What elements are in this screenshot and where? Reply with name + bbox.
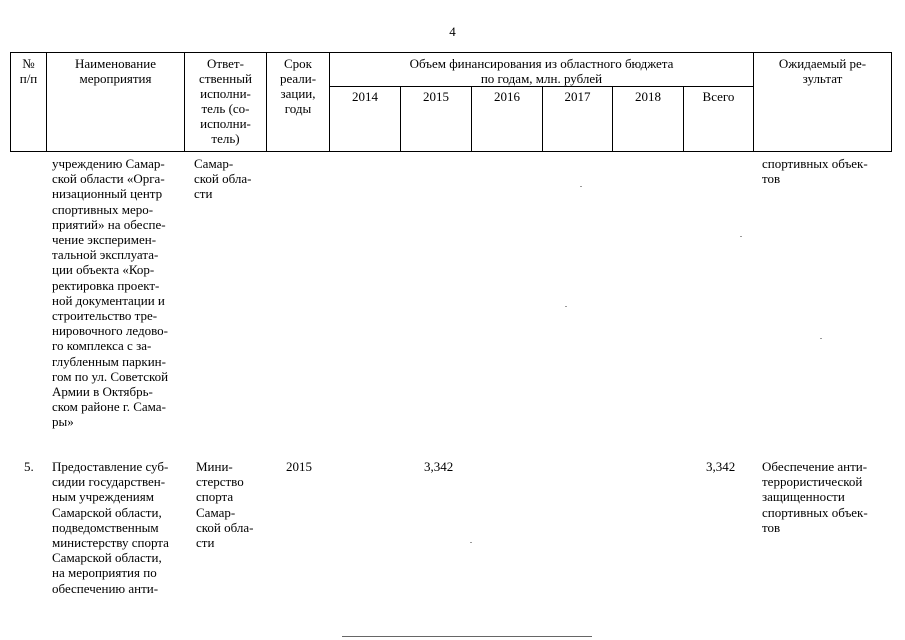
row5-name: Предоставление суб- сидии государствен- ным учреждениям Самарской области, подведомственным министерству спорта Самарской области, на мероприятия по обеспечению анти- — [52, 459, 169, 596]
continuation-result: спортивных объек- тов — [762, 156, 868, 187]
header-year-2016: 2016 — [494, 89, 520, 104]
header-financing: Объем финансирования из областного бюджета по годам, млн. рублей — [409, 56, 674, 86]
continuation-name: учреждению Самар- ской области «Орга- низационный центр спортивных меро- приятий» на обеспе- чение эксперимен- тальной эксплуата- ции объекта «Кор- ректировка проект- ной документации и строительство тре- нировочного ледово- го комплекса с за- глубленным паркин- гом по ул. Советской Армии в Октябрь- ском районе г. Сама- ры» — [52, 156, 169, 430]
header-year-2017: 2017 — [564, 89, 591, 104]
header-year-total: Всего — [702, 89, 735, 104]
header-bottom-border — [10, 151, 892, 152]
footer-separator — [342, 636, 592, 637]
header-term: Срок реали- зации, годы — [279, 56, 317, 116]
row5-total: 3,342 — [706, 459, 736, 474]
header-name: Наименование мероприятия — [75, 56, 156, 86]
row5-result: Обеспечение анти- террористической защищенности спортивных объек- тов — [762, 459, 868, 535]
scan-speck — [580, 186, 582, 187]
row5-executor: Мини- стерство спорта Самар- ской обла- сти — [196, 459, 254, 551]
header-num: № п/п — [19, 56, 38, 86]
row5-2015: 3,342 — [424, 459, 454, 474]
continuation-executor: Самар- ской обла- сти — [194, 156, 252, 202]
table-header — [10, 52, 892, 152]
header-year-2018: 2018 — [635, 89, 661, 104]
header-year-2015: 2015 — [423, 89, 449, 104]
header-result: Ожидаемый ре- зультат — [778, 56, 867, 86]
header-top-border — [10, 52, 892, 53]
row5-num: 5. — [24, 459, 34, 474]
scan-speck — [820, 338, 822, 339]
scan-speck — [740, 236, 742, 237]
scan-speck — [470, 542, 472, 543]
header-year-divider — [329, 86, 753, 87]
header-year-2014: 2014 — [352, 89, 378, 104]
header-executor: Ответ- ственный исполни- тель (со- исполни- тель) — [199, 56, 252, 146]
row5-term: 2015 — [286, 459, 312, 474]
header-col-border-11 — [891, 52, 892, 152]
page-number: 4 — [449, 24, 456, 39]
scan-speck — [565, 306, 567, 307]
